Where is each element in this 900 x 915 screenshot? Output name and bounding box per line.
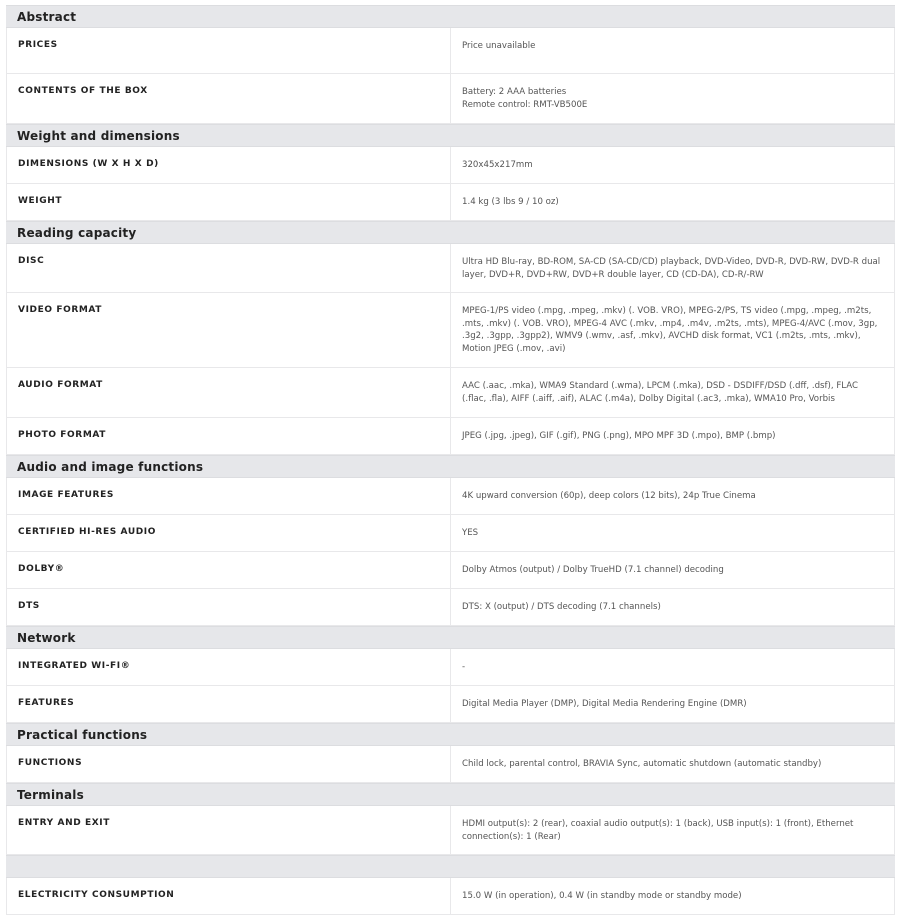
spec-value: MPEG-1/PS video (.mpg, .mpeg, .mkv) (. VOB. VRO), MPEG-2/PS, TS video (.mpg, .mpeg, .m2ts, .mts, .mkv) (. VOB. VRO), MPEG-4 AVC (.mkv, .mp4, .m4v, .m2ts, .mts), MPEG-4/AVC (.mov, 3gp, .3g2, .3gpp, .3gpp2), WMV9 (.wmv, .asf, .mkv), AVCHD disk format, VC1 (.m2ts, .mts, .mkv), Motion JPEG (.mov, .avi) [462,306,878,354]
spec-label: WEIGHT [7,184,451,220]
section-header: Practical functions [6,723,895,746]
section-header: Reading capacity [6,221,895,244]
section-header [6,855,895,878]
spec-value: 320x45x217mm [462,160,533,170]
spec-label: PRICES [7,28,451,73]
section-header: Terminals [6,783,895,806]
spec-label: ELECTRICITY CONSUMPTION [7,878,451,914]
section-header: Abstract [6,5,895,28]
spec-label: AUDIO FORMAT [7,368,451,417]
spec-label: DISC [7,244,451,292]
spec-row [6,878,895,915]
spec-row [6,478,895,515]
spec-label: PHOTO FORMAT [7,418,451,454]
spec-value: Price unavailable [462,41,536,51]
spec-value: - [462,662,466,672]
spec-value: 1.4 kg (3 lbs 9 / 10 oz) [462,197,559,207]
spec-value: YES [462,528,479,538]
spec-value: AAC (.aac, .mka), WMA9 Standard (.wma), LPCM (.mka), DSD - DSDIFF/DSD (.dff, .dsf), FLAC (.flac, .fla), AIFF (.aiff, .aif), ALAC (.m4a), Dolby Digital (.ac3, .mka), WMA10 Pro, Vorbis [462,381,859,404]
spec-row [6,184,895,221]
spec-row [6,552,895,589]
spec-row [6,74,895,124]
section-header: Weight and dimensions [6,124,895,147]
spec-value: HDMI output(s): 2 (rear), coaxial audio output(s): 1 (back), USB input(s): 1 (front), Ethernet connection(s): 1 (Rear) [462,819,854,842]
section-header: Network [6,626,895,649]
spec-label: VIDEO FORMAT [7,293,451,367]
spec-row [6,244,895,293]
spec-row [6,686,895,723]
spec-value: Digital Media Player (DMP), Digital Media Rendering Engine (DMR) [462,699,747,709]
spec-row [6,368,895,418]
spec-row [6,147,895,184]
spec-label: CONTENTS OF THE BOX [7,74,451,123]
spec-table [6,5,895,915]
spec-value: Battery: 2 AAA batteries Remote control: RMT-VB500E [462,87,588,110]
spec-label: FEATURES [7,686,451,722]
spec-value: JPEG (.jpg, .jpeg), GIF (.gif), PNG (.png), MPO MPF 3D (.mpo), BMP (.bmp) [462,431,776,441]
spec-value: Ultra HD Blu-ray, BD-ROM, SA-CD (SA-CD/CD) playback, DVD-Video, DVD-R, DVD-RW, DVD-R dual layer, DVD+R, DVD+RW, DVD+R double layer, CD (CD-DA), CD-R/-RW [462,257,881,280]
spec-label: FUNCTIONS [7,746,451,782]
spec-label: IMAGE FEATURES [7,478,451,514]
spec-row [6,28,895,74]
section-header: Audio and image functions [6,455,895,478]
spec-value: 15.0 W (in operation), 0.4 W (in standby mode or standby mode) [462,891,742,901]
spec-row [6,293,895,368]
spec-value: 4K upward conversion (60p), deep colors (12 bits), 24p True Cinema [462,491,756,501]
spec-value: Dolby Atmos (output) / Dolby TrueHD (7.1 channel) decoding [462,565,724,575]
spec-row [6,746,895,783]
spec-value: DTS: X (output) / DTS decoding (7.1 channels) [462,602,661,612]
spec-value: Child lock, parental control, BRAVIA Sync, automatic shutdown (automatic standby) [462,759,822,769]
spec-row [6,649,895,686]
spec-row [6,589,895,626]
spec-label: CERTIFIED HI-RES AUDIO [7,515,451,551]
spec-label: DIMENSIONS (W X H X D) [7,147,451,183]
spec-label: INTEGRATED WI-FI® [7,649,451,685]
spec-row [6,806,895,855]
spec-label: DOLBY® [7,552,451,588]
spec-row [6,418,895,455]
spec-label: DTS [7,589,451,625]
spec-label: ENTRY AND EXIT [7,806,451,854]
spec-row [6,515,895,552]
